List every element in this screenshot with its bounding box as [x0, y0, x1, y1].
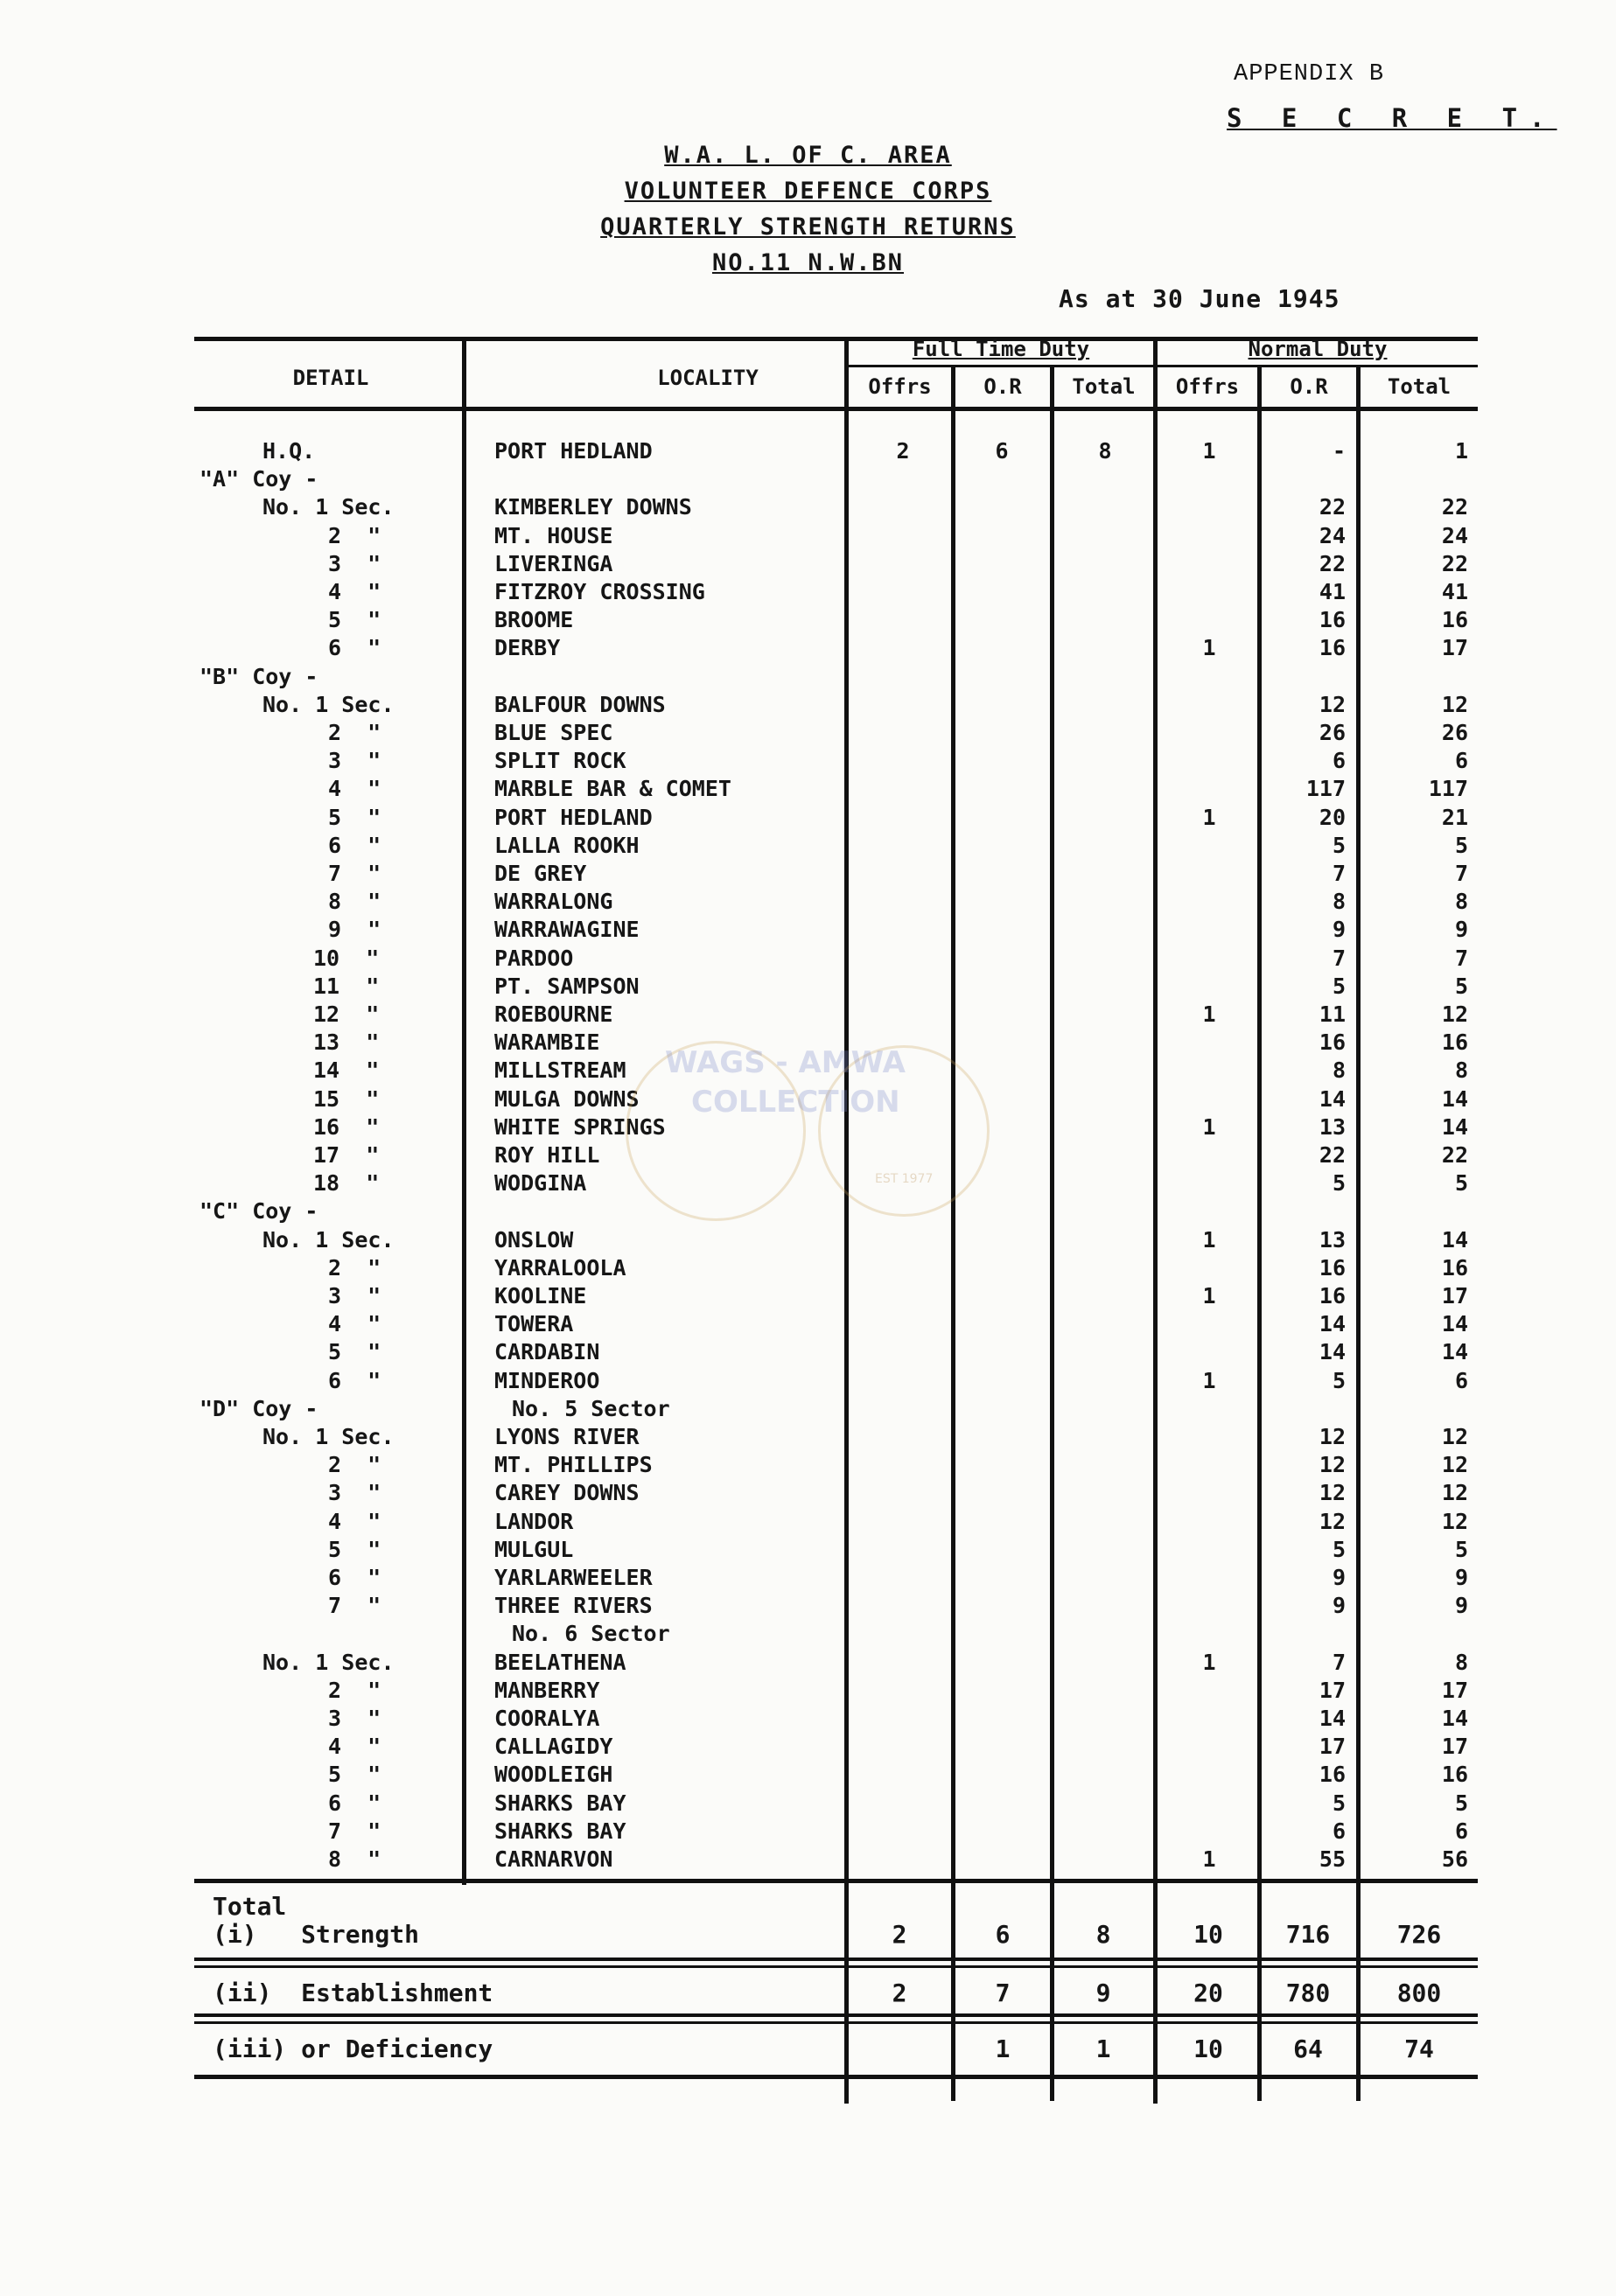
- appendix-label: APPENDIX B: [1234, 61, 1385, 87]
- cell-nt: 9: [1454, 1593, 1468, 1618]
- totals-cell-ft: 1: [1095, 2034, 1111, 2063]
- cell-nor: 9: [1332, 1565, 1346, 1590]
- row-locality: ONSLOW: [494, 1227, 574, 1253]
- totals-rule-1b: [194, 1965, 1478, 1968]
- section-number: 2 ": [328, 1678, 381, 1703]
- cell-nt: 14: [1441, 1706, 1468, 1731]
- row-locality: CARDABIN: [494, 1339, 600, 1364]
- cell-nor: 13: [1319, 1114, 1346, 1140]
- section-number: 4 ": [328, 776, 381, 801]
- row-locality: MULGUL: [494, 1537, 574, 1562]
- section-number: 6 ": [328, 635, 381, 660]
- section-number: 5 ": [328, 607, 381, 632]
- col-rule-nd-offrs: [1257, 365, 1262, 2101]
- cell-nt: 117: [1428, 776, 1468, 801]
- section-number: 3 ": [328, 748, 381, 773]
- cell-nt: 14: [1441, 1114, 1468, 1140]
- section-number: 5 ": [328, 1762, 381, 1787]
- cell-nt: 14: [1441, 1339, 1468, 1364]
- row-locality: WARAMBIE: [494, 1029, 600, 1055]
- cell-nor: 8: [1332, 1057, 1346, 1083]
- totals-cell-no: 10: [1193, 2034, 1223, 2063]
- row-locality: WHITE SPRINGS: [494, 1114, 666, 1140]
- row-locality: CARNARVON: [494, 1846, 613, 1872]
- cell-no: 1: [1202, 635, 1216, 660]
- totals-cell-nor: 716: [1285, 1920, 1331, 1949]
- cell-nor: 16: [1319, 607, 1346, 632]
- cell-nor: 6: [1332, 1818, 1346, 1844]
- section-number: 3 ": [328, 1480, 381, 1505]
- section-number: 4 ": [328, 1734, 381, 1759]
- section-number: 13 ": [313, 1029, 380, 1055]
- sub-header-nd-offrs: Offrs: [1175, 374, 1240, 399]
- as-at-date: As at 30 June 1945: [1059, 284, 1340, 313]
- totals-label: (i) Strength: [213, 1920, 420, 1949]
- row-locality: SHARKS BAY: [494, 1818, 626, 1844]
- row-locality: WARRALONG: [494, 889, 613, 914]
- totals-cell-nt: 800: [1396, 1978, 1442, 2007]
- cell-nor: 16: [1319, 1255, 1346, 1281]
- cell-nt: 14: [1441, 1086, 1468, 1112]
- totals-rule-2: [194, 2013, 1478, 2017]
- row-locality: KIMBERLEY DOWNS: [494, 494, 692, 520]
- cell-nor: 9: [1332, 1593, 1346, 1618]
- cell-nor: 7: [1332, 1650, 1346, 1675]
- sub-header-ft-total: Total: [1072, 374, 1136, 399]
- col-header-detail: DETAIL: [292, 366, 369, 390]
- group-header-full-time: Full Time Duty: [912, 337, 1090, 361]
- cell-nt: 14: [1441, 1311, 1468, 1336]
- section-number: 6 ": [328, 833, 381, 858]
- row-locality: YARRALOOLA: [494, 1255, 626, 1281]
- cell-nor: 16: [1319, 1283, 1346, 1309]
- section-number: 4 ": [328, 1311, 381, 1336]
- row-locality: TOWERA: [494, 1311, 574, 1336]
- row-locality: ROEBOURNE: [494, 1001, 613, 1027]
- section-number: 5 ": [328, 1339, 381, 1364]
- row-locality: MILLSTREAM: [494, 1057, 626, 1083]
- sector-heading: No. 5 Sector: [512, 1396, 670, 1421]
- cell-nt: 6: [1454, 748, 1468, 773]
- row-locality: SPLIT ROCK: [494, 748, 626, 773]
- cell-nt: 5: [1454, 974, 1468, 999]
- sub-header-ft-or: O.R: [983, 374, 1022, 399]
- section-number: 4 ": [328, 579, 381, 604]
- totals-top-rule: [194, 1879, 1478, 1883]
- cell-nor: 9: [1332, 917, 1346, 942]
- totals-cell-ft: 9: [1095, 1978, 1111, 2007]
- cell-nt: 16: [1441, 1255, 1468, 1281]
- cell-nor: 117: [1305, 776, 1346, 801]
- sub-header-nd-total: Total: [1387, 374, 1452, 399]
- section-number: 9 ": [328, 917, 381, 942]
- cell-nor: 20: [1319, 805, 1346, 830]
- cell-nt: 8: [1454, 1057, 1468, 1083]
- section-number: 17 ": [313, 1142, 380, 1168]
- totals-cell-for: 6: [995, 1920, 1011, 1949]
- cell-for: 6: [995, 438, 1009, 464]
- watermark-text-1: WAGS - AMWA: [665, 1045, 906, 1080]
- cell-nt: 16: [1441, 1029, 1468, 1055]
- col-rule-nd-or: [1356, 365, 1361, 2101]
- cell-nor: 5: [1332, 833, 1346, 858]
- row-detail: No. 1 Sec.: [262, 494, 395, 520]
- cell-nor: 12: [1319, 1424, 1346, 1449]
- cell-nor: 16: [1319, 1029, 1346, 1055]
- section-number: 18 ": [313, 1170, 380, 1196]
- cell-nor: 13: [1319, 1227, 1346, 1253]
- cell-nt: 6: [1454, 1818, 1468, 1844]
- cell-nor: 12: [1319, 692, 1346, 717]
- row-locality: MULGA DOWNS: [494, 1086, 640, 1112]
- cell-nt: 21: [1441, 805, 1468, 830]
- cell-no: 1: [1202, 805, 1216, 830]
- totals-cell-no: 20: [1193, 1978, 1223, 2007]
- cell-nor: 12: [1319, 1509, 1346, 1534]
- cell-nt: 8: [1454, 889, 1468, 914]
- row-locality: SHARKS BAY: [494, 1790, 626, 1816]
- cell-nor: 14: [1319, 1339, 1346, 1364]
- section-number: 8 ": [328, 889, 381, 914]
- sub-header-ft-offrs: Offrs: [868, 374, 932, 399]
- section-number: 5 ": [328, 1537, 381, 1562]
- row-locality: BLUE SPEC: [494, 720, 613, 745]
- row-locality: KOOLINE: [494, 1283, 587, 1309]
- row-detail: "D" Coy -: [199, 1396, 318, 1421]
- row-locality: LYONS RIVER: [494, 1424, 640, 1449]
- cell-nor: 17: [1319, 1734, 1346, 1759]
- section-number: 15 ": [313, 1086, 380, 1112]
- cell-nor: 11: [1319, 1001, 1346, 1027]
- cell-nor: 55: [1319, 1846, 1346, 1872]
- title-line-3: QUARTERLY STRENGTH RETURNS: [600, 213, 1016, 241]
- cell-nor: 14: [1319, 1086, 1346, 1112]
- section-number: 16 ": [313, 1114, 380, 1140]
- section-number: 2 ": [328, 1452, 381, 1477]
- section-number: 3 ": [328, 551, 381, 576]
- row-detail: "A" Coy -: [199, 466, 318, 492]
- cell-nor: 16: [1319, 1762, 1346, 1787]
- cell-nor: 5: [1332, 1537, 1346, 1562]
- cell-no: 1: [1202, 1283, 1216, 1309]
- totals-cell-fo: 2: [892, 1978, 907, 2007]
- title-line-2: VOLUNTEER DEFENCE CORPS: [624, 178, 992, 205]
- cell-nt: 16: [1441, 1762, 1468, 1787]
- cell-nt: 12: [1441, 1480, 1468, 1505]
- group-header-normal: Normal Duty: [1248, 337, 1388, 361]
- sub-header-nd-or: O.R: [1290, 374, 1328, 399]
- row-locality: PT. SAMPSON: [494, 974, 640, 999]
- row-locality: CAREY DOWNS: [494, 1480, 640, 1505]
- cell-nor: 12: [1319, 1480, 1346, 1505]
- totals-cell-for: 7: [995, 1978, 1011, 2007]
- cell-nt: 5: [1454, 1170, 1468, 1196]
- watermark-est: EST 1977: [875, 1172, 934, 1186]
- row-locality: MT. HOUSE: [494, 523, 613, 548]
- cell-nor: 22: [1319, 1142, 1346, 1168]
- row-detail: "C" Coy -: [199, 1198, 318, 1224]
- col-rule-ft-offrs: [951, 365, 955, 2101]
- section-number: 2 ": [328, 720, 381, 745]
- totals-cell-no: 10: [1193, 1920, 1223, 1949]
- cell-nor: 14: [1319, 1311, 1346, 1336]
- cell-nor: 5: [1332, 974, 1346, 999]
- cell-no: 1: [1202, 1650, 1216, 1675]
- title-line-1: W.A. L. OF C. AREA: [664, 142, 952, 169]
- cell-nt: 56: [1441, 1846, 1468, 1872]
- row-detail: No. 1 Sec.: [262, 692, 395, 717]
- totals-cell-nor: 780: [1285, 1978, 1331, 2007]
- section-number: 7 ": [328, 861, 381, 886]
- sector-heading: No. 6 Sector: [512, 1621, 670, 1646]
- col-header-locality: LOCALITY: [657, 366, 759, 390]
- row-locality: FITZROY CROSSING: [494, 579, 705, 604]
- row-locality: THREE RIVERS: [494, 1593, 653, 1618]
- row-detail: H.Q.: [262, 438, 316, 464]
- cell-nor: 41: [1319, 579, 1346, 604]
- cell-nor: 8: [1332, 889, 1346, 914]
- watermark-text-2: COLLECTION: [691, 1085, 900, 1120]
- group-header-rule: [844, 365, 1478, 367]
- row-locality: MT. PHILLIPS: [494, 1452, 653, 1477]
- section-number: 3 ": [328, 1706, 381, 1731]
- section-number: 7 ": [328, 1593, 381, 1618]
- cell-nor: 26: [1319, 720, 1346, 745]
- section-number: 7 ": [328, 1818, 381, 1844]
- cell-nor: 6: [1332, 748, 1346, 773]
- cell-nt: 22: [1441, 494, 1468, 520]
- row-locality: MANBERRY: [494, 1678, 600, 1703]
- cell-no: 1: [1202, 1846, 1216, 1872]
- col-rule-ft-or: [1050, 365, 1054, 2101]
- cell-nt: 5: [1454, 1537, 1468, 1562]
- section-number: 3 ": [328, 1283, 381, 1309]
- cell-nt: 17: [1441, 1734, 1468, 1759]
- cell-no: 1: [1202, 1227, 1216, 1253]
- cell-nor: 7: [1332, 861, 1346, 886]
- cell-nor: 24: [1319, 523, 1346, 548]
- row-detail: No. 1 Sec.: [262, 1227, 395, 1253]
- totals-cell-nt: 74: [1404, 2034, 1434, 2063]
- cell-nor: 5: [1332, 1368, 1346, 1393]
- row-locality: YARLARWEELER: [494, 1565, 653, 1590]
- totals-cell-fo: 2: [892, 1920, 907, 1949]
- cell-nor: 7: [1332, 946, 1346, 971]
- cell-nor: 5: [1332, 1790, 1346, 1816]
- section-number: 10 ": [313, 946, 380, 971]
- totals-cell-for: 1: [995, 2034, 1011, 2063]
- section-number: 6 ": [328, 1790, 381, 1816]
- cell-nt: 12: [1441, 1001, 1468, 1027]
- cell-nt: 26: [1441, 720, 1468, 745]
- section-number: 5 ": [328, 805, 381, 830]
- totals-heading: Total: [213, 1892, 287, 1921]
- row-locality: LIVERINGA: [494, 551, 613, 576]
- cell-nt: 17: [1441, 1283, 1468, 1309]
- table-bottom-rule: [194, 2075, 1478, 2079]
- row-detail: No. 1 Sec.: [262, 1650, 395, 1675]
- row-locality: ROY HILL: [494, 1142, 600, 1168]
- cell-nt: 22: [1441, 1142, 1468, 1168]
- row-locality: CALLAGIDY: [494, 1734, 613, 1759]
- cell-nt: 12: [1441, 1424, 1468, 1449]
- section-number: 6 ": [328, 1368, 381, 1393]
- cell-nt: 5: [1454, 833, 1468, 858]
- cell-nt: 14: [1441, 1227, 1468, 1253]
- section-number: 8 ": [328, 1846, 381, 1872]
- col-rule-fulltime: [1153, 337, 1158, 2104]
- totals-rule-2b: [194, 2021, 1478, 2024]
- totals-label: (ii) Establishment: [213, 1978, 493, 2007]
- cell-nor: 16: [1319, 635, 1346, 660]
- row-locality: MARBLE BAR & COMET: [494, 776, 731, 801]
- totals-cell-ft: 8: [1095, 1920, 1111, 1949]
- row-locality: PORT HEDLAND: [494, 438, 653, 464]
- cell-no: 1: [1202, 438, 1216, 464]
- cell-nt: 8: [1454, 1650, 1468, 1675]
- section-number: 4 ": [328, 1509, 381, 1534]
- cell-nt: 17: [1441, 1678, 1468, 1703]
- section-number: 11 ": [313, 974, 380, 999]
- cell-nt: 22: [1441, 551, 1468, 576]
- row-locality: LANDOR: [494, 1509, 574, 1534]
- row-detail: "B" Coy -: [199, 664, 318, 689]
- row-locality: DE GREY: [494, 861, 587, 886]
- cell-nor: 14: [1319, 1706, 1346, 1731]
- row-locality: LALLA ROOKH: [494, 833, 640, 858]
- totals-rule-1: [194, 1958, 1478, 1961]
- section-number: 12 ": [313, 1001, 380, 1027]
- section-number: 2 ": [328, 523, 381, 548]
- cell-nt: 24: [1441, 523, 1468, 548]
- title-line-4: NO.11 N.W.BN: [711, 249, 905, 276]
- row-locality: MINDEROO: [494, 1368, 600, 1393]
- cell-ft: 8: [1098, 438, 1112, 464]
- cell-nt: 6: [1454, 1368, 1468, 1393]
- cell-nt: 12: [1441, 692, 1468, 717]
- classification-label: S E C R E T.: [1227, 103, 1557, 133]
- row-locality: WOODLEIGH: [494, 1762, 613, 1787]
- totals-cell-nt: 726: [1396, 1920, 1442, 1949]
- section-number: 14 ": [313, 1057, 380, 1083]
- row-locality: PORT HEDLAND: [494, 805, 653, 830]
- col-rule-locality: [844, 337, 849, 2104]
- cell-nor: 22: [1319, 494, 1346, 520]
- col-rule-detail: [462, 337, 466, 1885]
- row-locality: COORALYA: [494, 1706, 600, 1731]
- cell-no: 1: [1202, 1001, 1216, 1027]
- row-locality: PARDOO: [494, 946, 574, 971]
- cell-nt: 7: [1454, 861, 1468, 886]
- row-locality: WARRAWAGINE: [494, 917, 640, 942]
- section-number: 2 ": [328, 1255, 381, 1281]
- cell-nt: 7: [1454, 946, 1468, 971]
- row-locality: BALFOUR DOWNS: [494, 692, 666, 717]
- cell-nor: 12: [1319, 1452, 1346, 1477]
- cell-nor: 17: [1319, 1678, 1346, 1703]
- totals-label: (iii) or Deficiency: [213, 2034, 493, 2063]
- cell-nor: 22: [1319, 551, 1346, 576]
- header-bottom-rule: [194, 407, 1478, 411]
- section-number: 6 ": [328, 1565, 381, 1590]
- cell-nt: 41: [1441, 579, 1468, 604]
- cell-nt: 1: [1454, 438, 1468, 464]
- cell-nt: 9: [1454, 917, 1468, 942]
- row-locality: BROOME: [494, 607, 574, 632]
- cell-nor: 5: [1332, 1170, 1346, 1196]
- cell-nt: 17: [1441, 635, 1468, 660]
- cell-nt: 5: [1454, 1790, 1468, 1816]
- cell-fo: 2: [896, 438, 910, 464]
- totals-cell-nor: 64: [1293, 2034, 1323, 2063]
- row-detail: No. 1 Sec.: [262, 1424, 395, 1449]
- cell-nt: 9: [1454, 1565, 1468, 1590]
- cell-nt: 16: [1441, 607, 1468, 632]
- row-locality: DERBY: [494, 635, 561, 660]
- row-locality: WODGINA: [494, 1170, 587, 1196]
- cell-nor: -: [1332, 438, 1346, 464]
- cell-nt: 12: [1441, 1452, 1468, 1477]
- row-locality: BEELATHENA: [494, 1650, 626, 1675]
- cell-nt: 12: [1441, 1509, 1468, 1534]
- cell-no: 1: [1202, 1114, 1216, 1140]
- cell-no: 1: [1202, 1368, 1216, 1393]
